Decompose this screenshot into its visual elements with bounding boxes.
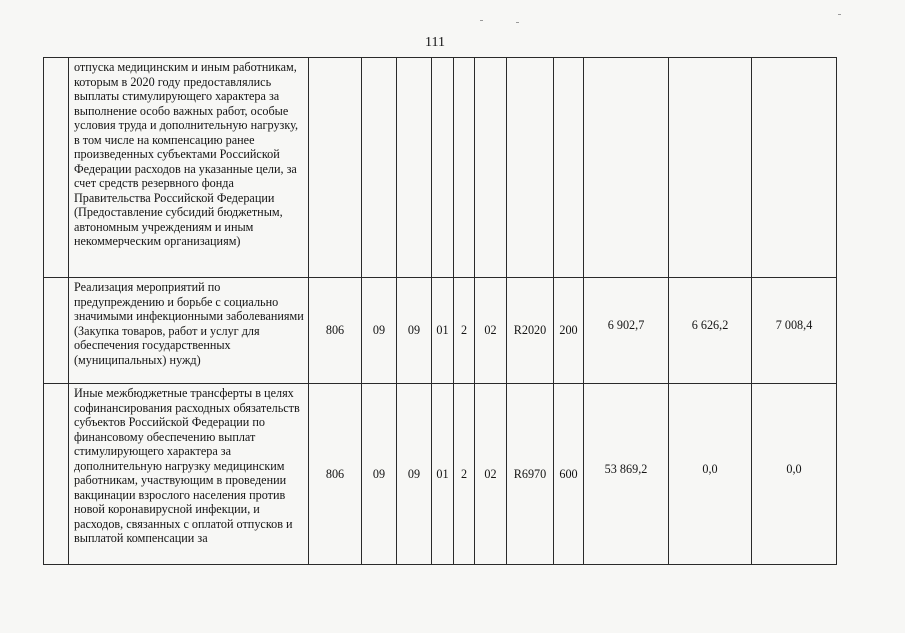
number-cell [44, 278, 69, 384]
type-code-cell: 2 [454, 278, 475, 384]
amount-2021-cell [584, 58, 669, 278]
type-code-cell: 2 [454, 384, 475, 565]
section-code-cell: 09 [362, 384, 397, 565]
scan-speck [516, 22, 519, 23]
amount-2021-cell: 53 869,2 [584, 384, 669, 565]
description-cell: отпуска медицинским и иным работникам, которым в 2020 году предоставлялись выплаты стимулирующего характера за выполнение особо важных работ, особые условия труда и дополнительную нагрузку, в том числе на компенсацию ранее произведенных субъектами Российской Федерации расходов на указанные цели, за счет средств резервного фонда Правительства Российской Федерации (Предоставление субсидий бюджетным, автономным учреждениям и иным некоммерческим организациям) [69, 58, 309, 278]
table-row [44, 278, 837, 384]
subsection-code-cell [397, 58, 432, 278]
event-code-cell: 02 [475, 278, 507, 384]
subsection-code-cell: 09 [397, 384, 432, 565]
ministry-code-cell: 806 [309, 278, 362, 384]
page-number: 111 [425, 35, 445, 50]
ministry-code-cell: 806 [309, 384, 362, 565]
expense-type-cell [554, 58, 584, 278]
program-code-cell: 01 [432, 384, 454, 565]
event-code-cell: 02 [475, 384, 507, 565]
scan-speck [838, 14, 841, 15]
description-cell: Реализация мероприятий по предупреждению и борьбе с социально значимыми инфекционными заболеваниями (Закупка товаров, работ и услуг для обеспечения государственных (муниципальных) нужд) [69, 278, 309, 384]
program-code-cell [432, 58, 454, 278]
amount-2021-cell: 6 902,7 [584, 278, 669, 384]
amount-2022-cell: 6 626,2 [669, 278, 752, 384]
program-code-cell: 01 [432, 278, 454, 384]
expense-type-cell: 200 [554, 278, 584, 384]
expense-type-cell: 600 [554, 384, 584, 565]
direction-code-cell [507, 58, 554, 278]
event-code-cell [475, 58, 507, 278]
direction-code-cell: R6970 [507, 384, 554, 565]
amount-2022-cell [669, 58, 752, 278]
amount-2023-cell [752, 58, 837, 278]
section-code-cell [362, 58, 397, 278]
ministry-code-cell [309, 58, 362, 278]
number-cell [44, 384, 69, 565]
table-row [44, 384, 837, 565]
direction-code-cell: R2020 [507, 278, 554, 384]
amount-2022-cell: 0,0 [669, 384, 752, 565]
subsection-code-cell: 09 [397, 278, 432, 384]
scan-speck [480, 20, 483, 21]
section-code-cell: 09 [362, 278, 397, 384]
number-cell [44, 58, 69, 278]
table-row [44, 58, 837, 278]
amount-2023-cell: 0,0 [752, 384, 837, 565]
description-cell: Иные межбюджетные трансферты в целях софинансирования расходных обязательств субъектов Российской Федерации по финансовому обеспечению выплат стимулирующего характера за дополнительную нагрузку медицинским работникам, участвующим в проведении вакцинации взрослого населения против новой коронавирусной инфекции, и расходов, связанных с оплатой отпусков и выплатой компенсации за [69, 384, 309, 565]
type-code-cell [454, 58, 475, 278]
budget-table [43, 57, 837, 565]
amount-2023-cell: 7 008,4 [752, 278, 837, 384]
